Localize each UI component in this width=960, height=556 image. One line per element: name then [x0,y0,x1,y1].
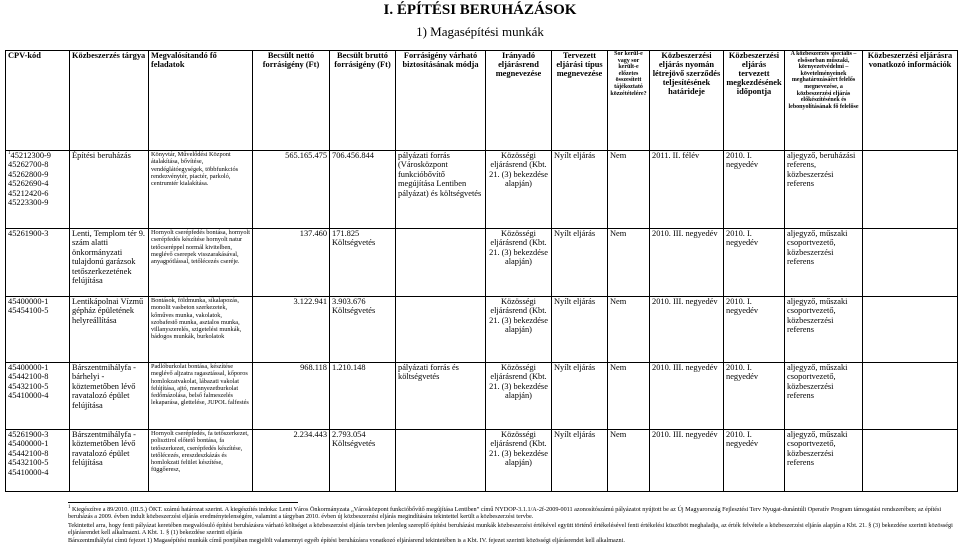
gross-value: 2.793.054 [332,430,366,439]
subject-cell: Lenti, Templom tér 9. szám alatti önkormányzati tulajdonú garázsok tetőszerkezetének felújítása [70,229,149,297]
cpv-code: 45410000-4 [8,391,49,401]
contract-cell: 2010. III. negyedév [650,430,724,492]
footnote-text: Kiegészítve a 89/2010. (III.5.) ÖKT. számú határozat szerint. A kiegészítés indoka: Lenti Város Önkormányzata „Városközpont funkcióbővítő megújítása Lentiben” című NYDOP-3.1.1/A-2f-2009-0011 azonosítószámú pályázatot nyújtott be az Új Magyarország Fejlesztési Terv Nyugat-dunántúli Operatív Program támogatási rendszerében; az építési beruházás a 2009. évben indult közbeszerzési eljárás eredménytelenségére, valamint a tárgyban 2010. évben új közbeszerzési eljárás megindítására tekintettel került a közbeszerzési tervbe. [68,506,942,521]
page-title: I. ÉPÍTÉSI BERUHÁZÁSOK [383,2,577,18]
cpv-cell [6,430,70,492]
header-gross: Becsült bruttó forrásigény (Ft) [330,51,396,151]
task-cell: Padlóburkolat bontása, készítése meglévő aljzatra ragasztással, kőporos homlokzatvakolat, lábazati vakolat felújítása, ajtó, mennyezetburkolat fedőmázolása, belső falmeszelés lekaparása, glettelése, JUPOL falfestés [149,363,253,430]
cpv-cell [6,151,70,229]
cpv-code: 45432100-5 [8,381,49,391]
type-cell: Nyílt eljárás [552,363,608,430]
type-cell: Nyílt eljárás [552,430,608,492]
net-cell: 2.234.443 [253,430,330,492]
responsible-cell: aljegyző, beruházási referens, közbeszerzési referens [785,151,863,229]
header-launch: Közbeszerzési eljárás tervezett megkezdésének időpontja [724,51,785,151]
pre-cell: Nem [608,229,650,297]
launch-cell: 2010. I. negyedév [724,229,785,297]
table-row [6,430,958,492]
task-cell: Hornyolt cserépfedés, fa tetőszerkezet, polisztirol előtető bontása, fa tetőszerkezet, cserépfedés készítése, tetőlécezés, ereszdeszkázás és homlokzati felület készítése, függőeresz, [149,430,253,492]
cpv-code: 45212300-9 [10,151,51,160]
header-responsible: A közbeszerzés speciális – elsősorban műszaki, környezetvédelmi – követelményeinek meghatározásáért felelős megnevezése, a közbeszerzési eljárás előkészítésének és lebonyolításának fő felelőse [785,51,863,151]
launch-cell: 2010. I. negyedév [724,151,785,229]
subject-cell: Lentikápolnai Vízmű gépház épületének helyreállítása [70,297,149,363]
pre-cell: Nem [608,363,650,430]
header-funding: Forrásigény várható biztosításának módja [396,51,486,151]
task-cell: Könyvtár, Művelődési Központ átalakítása, bővítése, vendéglátóegységek, többfunkciós rendezvénytér, piactér, parkoló, centrumtér kialakítása. [149,151,253,229]
net-cell: 968.118 [253,363,330,430]
cpv-code: 45261900-3 [8,229,49,238]
funding-value: Költségvetés [332,306,376,316]
gross-cell: 1.210.148 [330,363,396,430]
header-info: Közbeszerzési eljárásra vonatkozó információk [863,51,958,151]
cpv-code: 45261900-3 [8,430,49,439]
cpv-code: 45262690-4 [8,179,49,189]
type-cell: Nyílt eljárás [552,151,608,229]
info-cell [863,229,958,297]
footnote-2: Tekintettel arra, hogy fenti pályázat keretében megvalósuló építési beruházásra várható költségei a közbeszerzési eljárás tervben jelenleg szereplő építési beruházási munkák közbeszerzési értékével együtt történő értékelésével fenti értékelési küszöböt meghaladja, az érték felvétele a közbeszerzési eljárás alapján a Kbt. 21. § (3) bekezdése szerinti közösségi eljárásrendet kell alkalmazni. A Kbt. 1. § (1) bekezdése szerinti eljárás [68,521,953,536]
task-cell: Bontások, földmunka, síkalapozás, monolit vasbeton szerkezetek, kőműves munka, vakolatok, szobafestő munka, asztalos munka, villanyszerelés, szigetelési munkák, bádogos munkák, burkolatok [149,297,253,363]
procedure-cell: Közösségi eljárásrend (Kbt. 21. (3) bekezdése alapján) [486,151,552,229]
gross-value: 171.825 [332,229,360,238]
pre-cell: Nem [608,151,650,229]
gross-cell: 706.456.844 [330,151,396,229]
cpv-code: 45400000-1 [8,439,49,449]
cpv-code: 45400000-1 [8,363,49,372]
procedure-cell: Közösségi eljárásrend (Kbt. 21. (3) bekezdése alapján) [486,363,552,430]
info-cell [863,430,958,492]
header-preannounce: Sor kerül-e vagy sor került-e előzetes összesített tájékoztató közzétételére? [608,51,650,151]
funding-value: Költségvetés [332,238,376,248]
responsible-cell: aljegyző, műszaki csoportvezető, közbeszerzési referens [785,229,863,297]
cpv-code: 45454100-5 [8,306,49,316]
table-row [6,363,958,430]
footnote-1 [68,505,958,521]
footnotes [68,502,958,546]
net-cell: 3.122.941 [253,297,330,363]
header-cpv: CPV-kód [6,51,70,151]
contract-cell: 2010. III. negyedév [650,297,724,363]
task-cell: Hornyolt cserépfedés bontása, hornyolt cserépfedés készítése hornyolt natur tetőcseréppel normál kivitelben, meglévő cserepek visszarakásával, anyagpótlással, tetőlécezés cseréje. [149,229,253,297]
net-cell: 137.460 [253,229,330,297]
launch-cell: 2010. I. negyedév [724,297,785,363]
type-cell: Nyílt eljárás [552,297,608,363]
launch-cell: 2010. I. negyedév [724,430,785,492]
procurement-table [5,50,958,492]
funding-cell: pályázati forrás (Városközpont funkcióbővítő megújítása Lentiben pályázat) és költségvetés [396,151,486,229]
cpv-cell [6,229,70,297]
subject-cell: Építési beruházás [70,151,149,229]
page-subtitle: 1) Magasépítési munkák [416,24,544,39]
procedure-cell: Közösségi eljárásrend (Kbt. 21. (3) bekezdése alapján) [486,229,552,297]
responsible-cell: aljegyző, műszaki csoportvezető, közbeszerzési referens [785,430,863,492]
contract-cell: 2011. II. félév [650,151,724,229]
footnote-3: Bárszentmihályfai címü fejezet 1) Magasépítési munkák című pontjában megjelölt valamennyi egyéb építési beruházásra vonatkozó eljárásrend tekintetében is a Kbt. IV. fejezet szerinti közösségi eljárásrendet kell alkalmazni. [68,537,625,545]
subject-cell: Bárszentmihályfa - köztemetőben lévő ravatalozó épület felújítása [70,430,149,492]
table-row [6,297,958,363]
gross-cell [330,229,396,297]
gross-cell [330,297,396,363]
cpv-code: 45212420-6 [8,188,49,198]
info-cell [863,297,958,363]
type-cell: Nyílt eljárás [552,229,608,297]
funding-cell [396,229,486,297]
info-cell [863,363,958,430]
funding-cell: pályázati forrás és költségvetés [396,363,486,430]
header-procedure: Irányadó eljárásrend megnevezése [486,51,552,151]
funding-value: Költségvetés [332,439,376,449]
funding-cell [396,297,486,363]
net-cell: 565.165.475 [253,151,330,229]
gross-value: 3.903.676 [332,297,366,306]
header-task: Megvalósítandó fő feladatok [149,51,253,151]
footnote-divider [68,502,298,503]
pre-cell: Nem [608,297,650,363]
footnote-marker: 1 [8,151,11,157]
cpv-code: 45410000-4 [8,467,49,477]
responsible-cell: aljegyző, műszaki csoportvezető, közbeszerzési referens [785,297,863,363]
header-type: Tervezett eljárási típus megnevezése [552,51,608,151]
contract-cell: 2010. III. negyedév [650,229,724,297]
cpv-cell [6,297,70,363]
header-subject: Közbeszerzés tárgya [70,51,149,151]
funding-cell [396,430,486,492]
cpv-code: 45262800-9 [8,169,49,179]
cpv-cell [6,363,70,430]
cpv-code: 45432100-5 [8,458,49,468]
responsible-cell: aljegyző, műszaki csoportvezető, közbeszerzési referens [785,363,863,430]
cpv-code: 45262700-8 [8,160,49,170]
subject-cell: Bárszentmihályfa - bárhelyi -köztemetőben lévő ravatalozó épület felújítása [70,363,149,430]
cpv-code: 45442100-8 [8,372,49,382]
gross-cell [330,430,396,492]
procedure-cell: Közösségi eljárásrend (Kbt. 21. (3) bekezdése alapján) [486,297,552,363]
pre-cell: Nem [608,430,650,492]
header-start: Közbeszerzési eljárás nyomán létrejövő szerződés teljesítésének határideje [650,51,724,151]
header-net: Becsült nettó forrásigény (Ft) [253,51,330,151]
table-row [6,151,958,229]
table-row [6,229,958,297]
contract-cell: 2010. III. negyedév [650,363,724,430]
cpv-code: 45442100-8 [8,448,49,458]
info-cell [863,151,958,229]
procedure-cell: Közösségi eljárásrend (Kbt. 21. (3) bekezdése alapján) [486,430,552,492]
cpv-code: 45223300-9 [8,198,49,208]
launch-cell: 2010. I. negyedév [724,363,785,430]
cpv-code: 45400000-1 [8,297,49,306]
footnote-marker: 1 [68,505,71,510]
